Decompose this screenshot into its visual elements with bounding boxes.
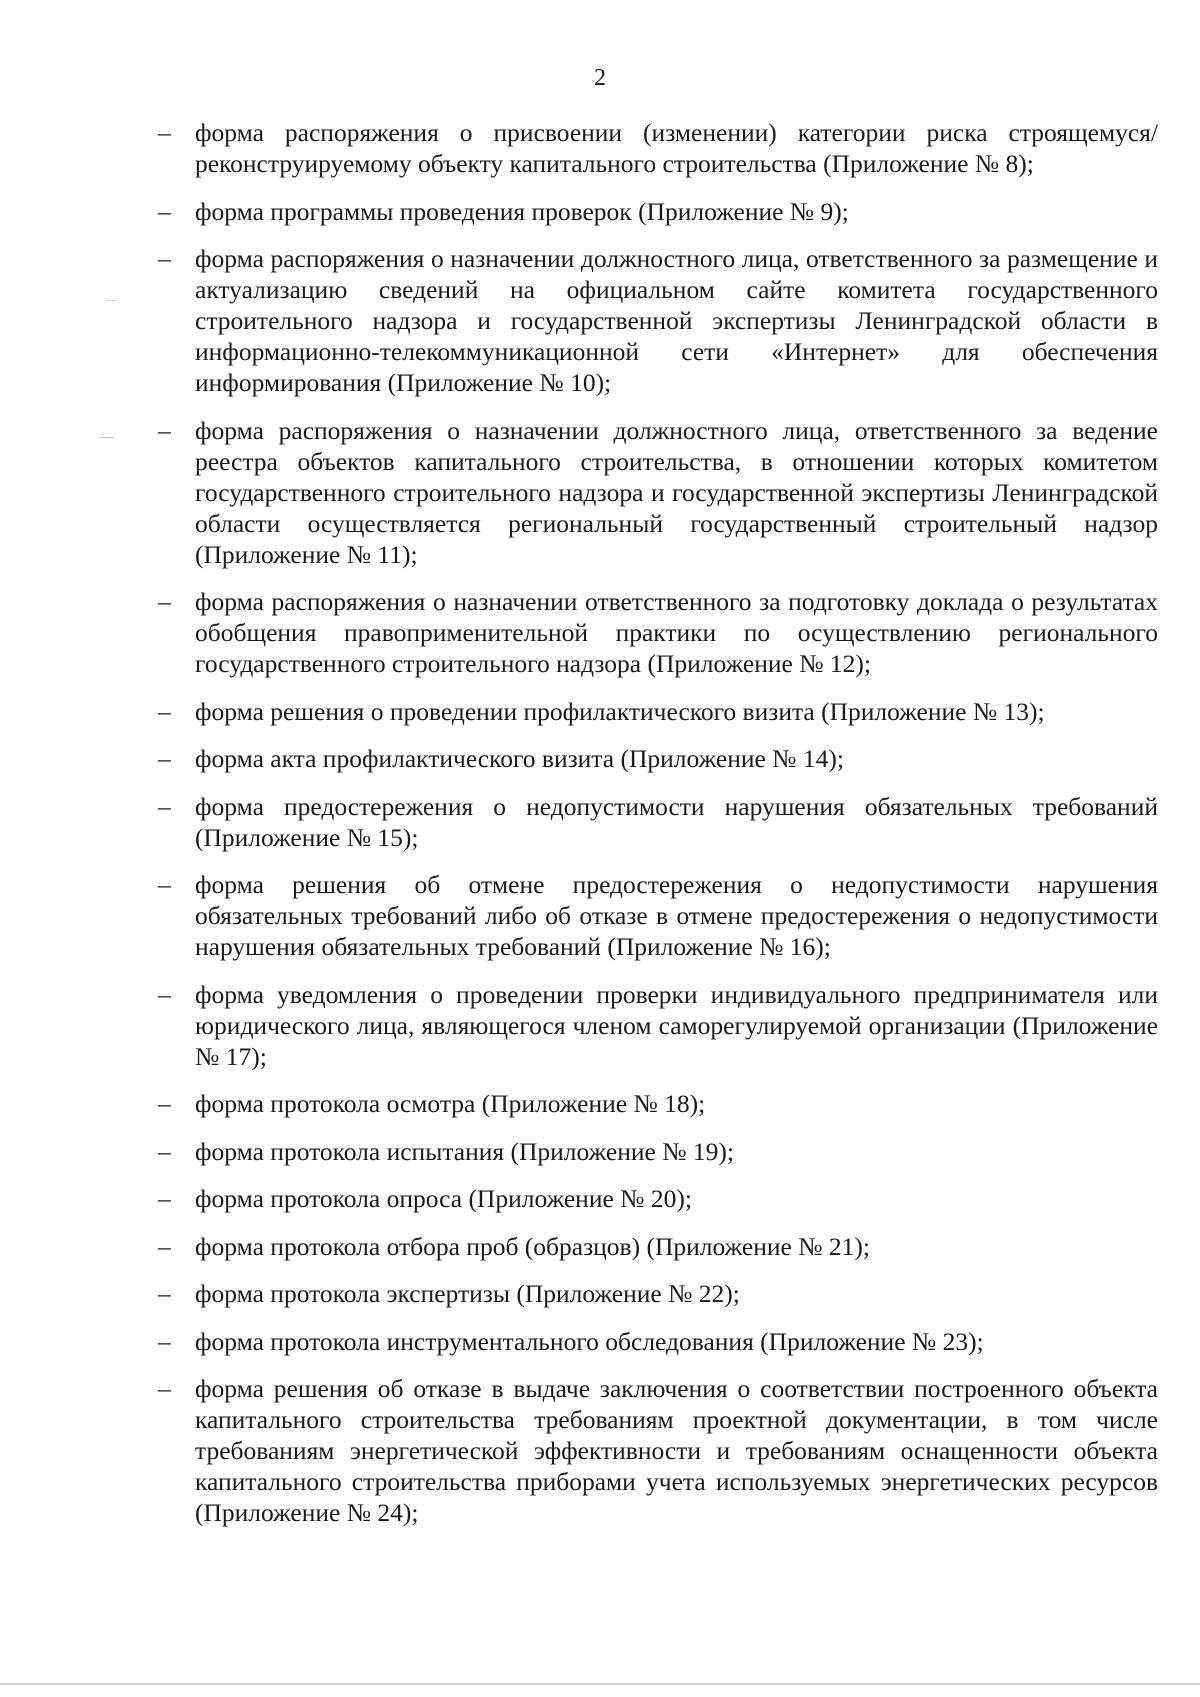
list-item-text: форма решения об отказе в выдаче заключения о соответствии построенного объекта капитального строительства требованиям проектной документации, в том числе требованиям энергетической эффективности и требованиям оснащенности объекта капитального строительства приборами учета используемых энергетических ресурсов (Приложение № 24); xyxy=(195,1374,1158,1527)
list-dash: – xyxy=(158,1089,171,1118)
list-dash: – xyxy=(158,1231,171,1261)
list-dash: – xyxy=(158,1279,171,1308)
margin-mark-bottom xyxy=(100,437,114,438)
list-item xyxy=(158,1088,1158,1119)
list-item xyxy=(158,1136,1158,1167)
margin-mark-top xyxy=(106,300,116,301)
list-dash: – xyxy=(158,1326,171,1356)
list-item xyxy=(158,1231,1158,1262)
list-item xyxy=(158,196,1158,227)
list-item-text: форма уведомления о проведении проверки индивидуального предпринимателя или юридического лица, являющегося членом саморегулируемой организации (Приложение № 17); xyxy=(195,979,1158,1071)
list-item-text: форма акта профилактического визита (Приложение № 14); xyxy=(195,744,844,773)
list-dash: – xyxy=(158,244,171,273)
list-item xyxy=(158,743,1158,774)
list-dash: – xyxy=(158,118,171,147)
list-item xyxy=(158,586,1158,679)
list-dash: – xyxy=(158,979,171,1009)
appendix-forms-list xyxy=(158,117,1158,1545)
list-item xyxy=(158,1278,1158,1309)
list-item-text: форма распоряжения о присвоении (изменении) категории риска строящемуся/реконструируемому объекту капитального строительства (Приложение № 8); xyxy=(195,118,1158,178)
list-item-text: форма распоряжения о назначении должностного лица, ответственного за размещение и актуализацию сведений на официальном сайте комитета государственного строительного надзора и государственной экспертизы Ленинградской области в информационно-телекоммуникационной сети «Интернет» для обеспечения информирования (Приложение № 10); xyxy=(195,244,1158,397)
list-item xyxy=(158,791,1158,853)
list-dash: – xyxy=(158,696,171,726)
list-item xyxy=(158,869,1158,962)
list-dash: – xyxy=(158,1184,171,1213)
list-item-text: форма программы проведения проверок (Приложение № 9); xyxy=(195,196,849,226)
list-item-text: форма протокола отбора проб (образцов) (Приложение № 21); xyxy=(195,1231,870,1261)
list-dash: – xyxy=(158,1374,171,1403)
list-item-text: форма протокола опроса (Приложение № 20); xyxy=(195,1184,692,1213)
list-item-text: форма протокола экспертизы (Приложение № 22); xyxy=(195,1279,740,1308)
list-item xyxy=(158,1326,1158,1357)
list-item xyxy=(158,243,1158,398)
list-item-text: форма решения об отмене предостережения о недопустимости нарушения обязательных требований либо об отказе в отмене предостережения о недопустимости нарушения обязательных требований (Приложение № 16); xyxy=(195,870,1158,961)
list-item xyxy=(158,979,1158,1072)
list-item xyxy=(158,415,1158,570)
list-dash: – xyxy=(158,744,171,773)
list-dash: – xyxy=(158,415,171,445)
page-bottom-edge xyxy=(0,1683,1200,1685)
list-item-text: форма протокола инструментального обследования (Приложение № 23); xyxy=(195,1326,984,1356)
list-item-text: форма распоряжения о назначении должностного лица, ответственного за ведение реестра объектов капитального строительства, в отношении которых комитетом государственного строительного надзора и государственной экспертизы Ленинградской области осуществляется региональный государственный строительный надзор (Приложение № 11); xyxy=(195,415,1158,569)
list-item-text: форма распоряжения о назначении ответственного за подготовку доклада о результатах обобщения правоприменительной практики по осуществлению регионального государственного строительного надзора (Приложение № 12); xyxy=(195,587,1158,678)
list-item-text: форма решения о проведении профилактического визита (Приложение № 13); xyxy=(195,696,1045,726)
list-item-text: форма протокола осмотра (Приложение № 18); xyxy=(195,1089,706,1118)
list-item xyxy=(158,1373,1158,1528)
list-item xyxy=(158,1183,1158,1214)
list-item xyxy=(158,117,1158,179)
list-item xyxy=(158,696,1158,727)
list-dash: – xyxy=(158,196,171,226)
list-item-text: форма протокола испытания (Приложение № 19); xyxy=(195,1136,735,1166)
page-number: 2 xyxy=(594,65,606,91)
list-dash: – xyxy=(158,587,171,616)
list-item-text: форма предостережения о недопустимости нарушения обязательных требований (Приложение № 15); xyxy=(195,791,1158,852)
list-dash: – xyxy=(158,791,171,821)
list-dash: – xyxy=(158,870,171,899)
list-dash: – xyxy=(158,1136,171,1166)
